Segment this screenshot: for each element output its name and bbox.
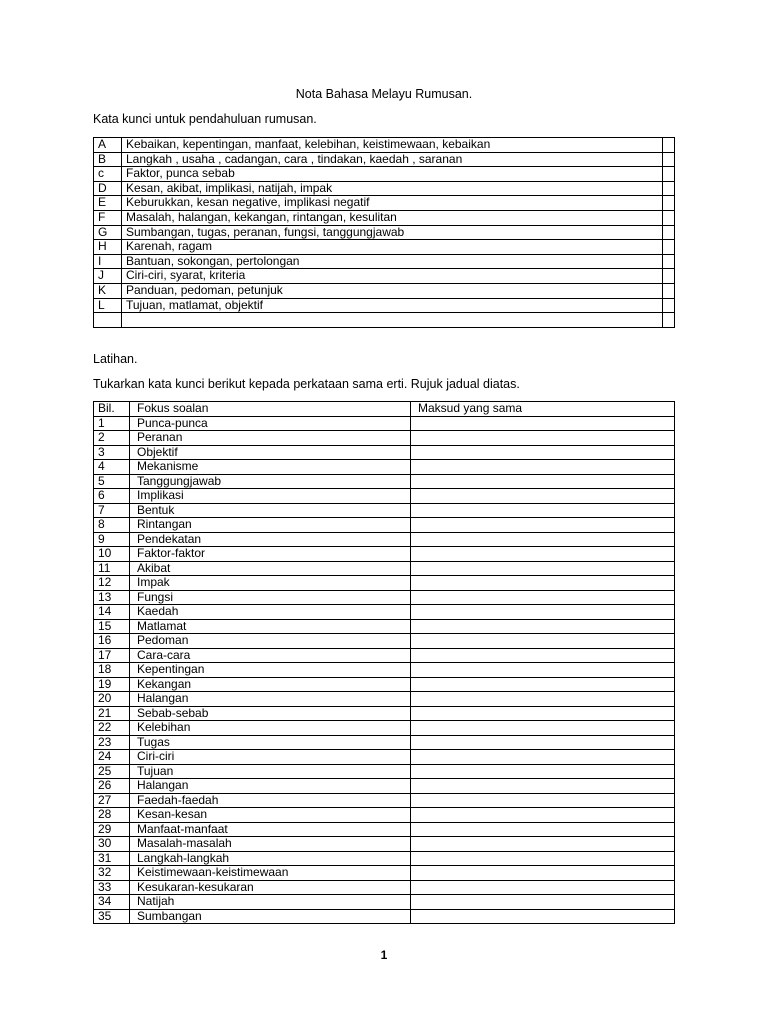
exercise-row [94, 605, 675, 620]
exercise-row [94, 793, 675, 808]
keyword-blank-cell [663, 210, 675, 225]
exercise-row [94, 866, 675, 881]
exercise-row [94, 779, 675, 794]
exercise-answer-cell [411, 474, 675, 489]
intro-text: Kata kunci untuk pendahuluan rumusan. [93, 112, 317, 126]
exercise-focus: Peranan [130, 431, 411, 446]
exercise-num: 22 [94, 721, 130, 736]
exercise-num: 3 [94, 445, 130, 460]
exercise-focus: Halangan [130, 692, 411, 707]
exercise-focus: Manfaat-manfaat [130, 822, 411, 837]
exercise-focus: Kesukaran-kesukaran [130, 880, 411, 895]
exercise-num: 25 [94, 764, 130, 779]
exercise-row [94, 750, 675, 765]
exercise-num: 11 [94, 561, 130, 576]
exercise-row [94, 808, 675, 823]
exercise-answer-cell [411, 663, 675, 678]
keyword-list: Ciri-ciri, syarat, kriteria [122, 269, 663, 284]
keyword-row [94, 283, 675, 298]
exercise-focus: Akibat [130, 561, 411, 576]
keyword-blank-cell [663, 269, 675, 284]
exercise-focus: Tujuan [130, 764, 411, 779]
exercise-answer-cell [411, 735, 675, 750]
exercise-answer-cell [411, 445, 675, 460]
keyword-row [94, 225, 675, 240]
keyword-list: Langkah , usaha , cadangan, cara , tindakan, kaedah , saranan [122, 152, 663, 167]
keyword-list: Bantuan, sokongan, pertolongan [122, 254, 663, 269]
exercise-row [94, 532, 675, 547]
exercise-focus: Fungsi [130, 590, 411, 605]
keyword-blank-cell [663, 240, 675, 255]
keyword-list: Sumbangan, tugas, peranan, fungsi, tanggungjawab [122, 225, 663, 240]
exercise-row [94, 648, 675, 663]
exercise-focus: Cara-cara [130, 648, 411, 663]
exercise-row [94, 576, 675, 591]
exercise-row [94, 837, 675, 852]
exercise-answer-cell [411, 677, 675, 692]
keyword-code: L [94, 298, 122, 313]
keyword-blank-cell [663, 167, 675, 182]
keyword-code: c [94, 167, 122, 182]
page-title: Nota Bahasa Melayu Rumusan. [295, 87, 473, 101]
exercise-row [94, 851, 675, 866]
exercise-num: 6 [94, 489, 130, 504]
exercise-focus: Implikasi [130, 489, 411, 504]
exercise-num: 24 [94, 750, 130, 765]
exercise-num: 7 [94, 503, 130, 518]
exercise-num: 29 [94, 822, 130, 837]
exercise-focus: Tugas [130, 735, 411, 750]
exercise-row [94, 547, 675, 562]
exercise-answer-cell [411, 619, 675, 634]
exercise-focus: Ciri-ciri [130, 750, 411, 765]
exercise-num: 2 [94, 431, 130, 446]
keyword-list: Kesan, akibat, implikasi, natijah, impak [122, 181, 663, 196]
exercise-focus: Masalah-masalah [130, 837, 411, 852]
exercise-answer-cell [411, 909, 675, 924]
keyword-code: J [94, 269, 122, 284]
keyword-list: Karenah, ragam [122, 240, 663, 255]
keyword-code: A [94, 138, 122, 153]
exercise-answer-cell [411, 895, 675, 910]
exercise-focus: Faedah-faedah [130, 793, 411, 808]
exercise-answer-cell [411, 431, 675, 446]
exercise-row [94, 909, 675, 924]
keyword-row [94, 181, 675, 196]
header-num: Bil. [94, 402, 130, 417]
exercise-focus: Natijah [130, 895, 411, 910]
keyword-row [94, 269, 675, 284]
exercise-num: 33 [94, 880, 130, 895]
exercise-answer-cell [411, 866, 675, 881]
exercise-row [94, 735, 675, 750]
exercise-row [94, 590, 675, 605]
exercise-row [94, 503, 675, 518]
exercise-table-body [94, 402, 675, 924]
exercise-num: 15 [94, 619, 130, 634]
keyword-list: Faktor, punca sebab [122, 167, 663, 182]
exercise-answer-cell [411, 851, 675, 866]
instruction-text: Tukarkan kata kunci berikut kepada perkataan sama erti. Rujuk jadual diatas. [93, 377, 520, 391]
exercise-focus: Kesan-kesan [130, 808, 411, 823]
exercise-row [94, 895, 675, 910]
exercise-answer-cell [411, 779, 675, 794]
exercise-num: 14 [94, 605, 130, 620]
keyword-code [94, 313, 122, 328]
exercise-row [94, 416, 675, 431]
keyword-code: F [94, 210, 122, 225]
exercise-row [94, 880, 675, 895]
exercise-focus: Mekanisme [130, 460, 411, 475]
header-meaning: Maksud yang sama [411, 402, 675, 417]
exercise-focus: Faktor-faktor [130, 547, 411, 562]
exercise-num: 23 [94, 735, 130, 750]
exercise-answer-cell [411, 750, 675, 765]
exercise-focus: Punca-punca [130, 416, 411, 431]
exercise-focus: Sumbangan [130, 909, 411, 924]
keyword-code: I [94, 254, 122, 269]
exercise-answer-cell [411, 416, 675, 431]
keyword-blank-cell [663, 181, 675, 196]
exercise-num: 9 [94, 532, 130, 547]
exercise-row [94, 489, 675, 504]
page-number: 1 [380, 948, 388, 962]
header-focus: Fokus soalan [130, 402, 411, 417]
exercise-table [93, 401, 675, 924]
exercise-row [94, 619, 675, 634]
keyword-blank-cell [663, 298, 675, 313]
exercise-num: 8 [94, 518, 130, 533]
exercise-answer-cell [411, 822, 675, 837]
keyword-code: B [94, 152, 122, 167]
keyword-blank-cell [663, 283, 675, 298]
keyword-table [93, 137, 675, 328]
keyword-row [94, 210, 675, 225]
exercise-num: 31 [94, 851, 130, 866]
exercise-focus: Impak [130, 576, 411, 591]
exercise-num: 10 [94, 547, 130, 562]
exercise-answer-cell [411, 590, 675, 605]
exercise-row [94, 663, 675, 678]
keyword-row [94, 298, 675, 313]
keyword-code: K [94, 283, 122, 298]
keyword-row [94, 254, 675, 269]
exercise-answer-cell [411, 547, 675, 562]
exercise-num: 17 [94, 648, 130, 663]
exercise-answer-cell [411, 605, 675, 620]
keyword-list [122, 313, 663, 328]
exercise-answer-cell [411, 634, 675, 649]
keyword-blank-cell [663, 254, 675, 269]
keyword-code: E [94, 196, 122, 211]
keyword-blank-cell [663, 196, 675, 211]
exercise-num: 1 [94, 416, 130, 431]
exercise-num: 18 [94, 663, 130, 678]
exercise-answer-cell [411, 837, 675, 852]
exercise-num: 16 [94, 634, 130, 649]
exercise-answer-cell [411, 489, 675, 504]
exercise-focus: Bentuk [130, 503, 411, 518]
exercise-answer-cell [411, 706, 675, 721]
keyword-blank-cell [663, 313, 675, 328]
keyword-blank-cell [663, 138, 675, 153]
exercise-num: 4 [94, 460, 130, 475]
exercise-row [94, 764, 675, 779]
exercise-num: 20 [94, 692, 130, 707]
exercise-row [94, 721, 675, 736]
exercise-answer-cell [411, 721, 675, 736]
exercise-focus: Tanggungjawab [130, 474, 411, 489]
exercise-answer-cell [411, 692, 675, 707]
exercise-answer-cell [411, 518, 675, 533]
exercise-focus: Kelebihan [130, 721, 411, 736]
keyword-list: Tujuan, matlamat, objektif [122, 298, 663, 313]
exercise-num: 19 [94, 677, 130, 692]
keyword-row [94, 152, 675, 167]
exercise-focus: Langkah-langkah [130, 851, 411, 866]
exercise-num: 5 [94, 474, 130, 489]
exercise-row [94, 692, 675, 707]
exercise-focus: Pedoman [130, 634, 411, 649]
keyword-row [94, 313, 675, 328]
exercise-num: 34 [94, 895, 130, 910]
exercise-row [94, 474, 675, 489]
exercise-answer-cell [411, 561, 675, 576]
exercise-focus: Halangan [130, 779, 411, 794]
exercise-num: 28 [94, 808, 130, 823]
keyword-list: Keburukkan, kesan negative, implikasi negatif [122, 196, 663, 211]
exercise-focus: Sebab-sebab [130, 706, 411, 721]
exercise-focus: Kekangan [130, 677, 411, 692]
keyword-blank-cell [663, 152, 675, 167]
exercise-focus: Rintangan [130, 518, 411, 533]
exercise-answer-cell [411, 576, 675, 591]
exercise-num: 26 [94, 779, 130, 794]
keyword-code: D [94, 181, 122, 196]
exercise-row [94, 460, 675, 475]
exercise-answer-cell [411, 460, 675, 475]
exercise-num: 21 [94, 706, 130, 721]
exercise-answer-cell [411, 532, 675, 547]
exercise-answer-cell [411, 503, 675, 518]
exercise-row [94, 634, 675, 649]
exercise-row [94, 431, 675, 446]
exercise-answer-cell [411, 648, 675, 663]
keyword-code: G [94, 225, 122, 240]
exercise-focus: Pendekatan [130, 532, 411, 547]
keyword-list: Panduan, pedoman, petunjuk [122, 283, 663, 298]
exercise-table-header-row [94, 402, 675, 417]
keyword-blank-cell [663, 225, 675, 240]
exercise-num: 13 [94, 590, 130, 605]
exercise-row [94, 518, 675, 533]
exercise-row [94, 445, 675, 460]
exercise-row [94, 822, 675, 837]
exercise-focus: Objektif [130, 445, 411, 460]
exercise-answer-cell [411, 880, 675, 895]
keyword-row [94, 138, 675, 153]
exercise-heading: Latihan. [93, 352, 138, 366]
exercise-num: 32 [94, 866, 130, 881]
keyword-row [94, 167, 675, 182]
keyword-row [94, 240, 675, 255]
exercise-row [94, 561, 675, 576]
keyword-table-body [94, 138, 675, 328]
exercise-focus: Keistimewaan-keistimewaan [130, 866, 411, 881]
exercise-focus: Kaedah [130, 605, 411, 620]
keyword-list: Masalah, halangan, kekangan, rintangan, kesulitan [122, 210, 663, 225]
exercise-answer-cell [411, 764, 675, 779]
keyword-row [94, 196, 675, 211]
exercise-focus: Kepentingan [130, 663, 411, 678]
exercise-num: 35 [94, 909, 130, 924]
exercise-answer-cell [411, 793, 675, 808]
keyword-list: Kebaikan, kepentingan, manfaat, kelebihan, keistimewaan, kebaikan [122, 138, 663, 153]
exercise-answer-cell [411, 808, 675, 823]
exercise-num: 12 [94, 576, 130, 591]
exercise-num: 30 [94, 837, 130, 852]
exercise-row [94, 706, 675, 721]
exercise-row [94, 677, 675, 692]
exercise-focus: Matlamat [130, 619, 411, 634]
keyword-code: H [94, 240, 122, 255]
exercise-num: 27 [94, 793, 130, 808]
